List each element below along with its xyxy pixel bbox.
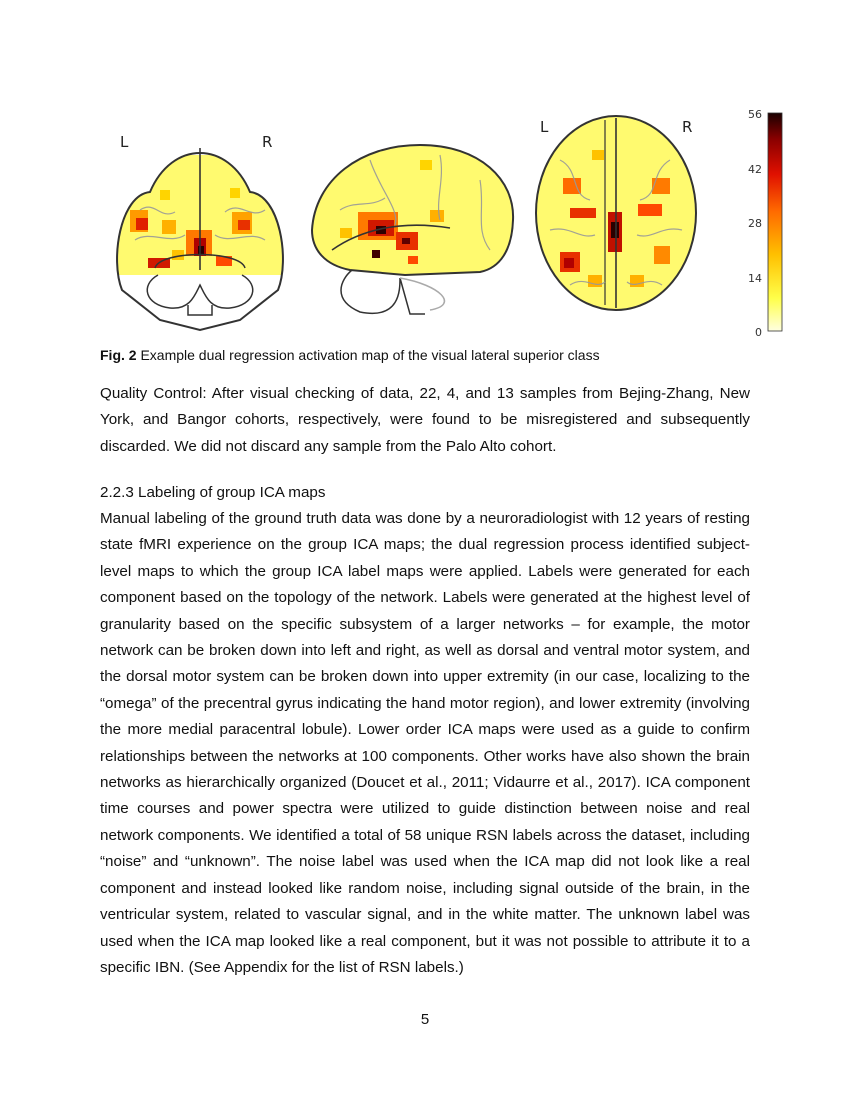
activation-map-figure [100,100,800,340]
coronal-right-label: R [262,133,273,151]
figure-caption [100,346,750,364]
colorbar-tick: 56 [748,108,762,121]
labeling-paragraph: Manual labeling of the ground truth data was done by a neuroradiologist with 12 years of resting state fMRI experience on the group ICA maps; the dual regression process identified subject-level maps to which the group ICA label maps were applied. Labels were generated for each component based on the topology of the network. Labels were generated at the highest level of granularity based on the specific subsystem of a larger networks – for example, the motor network can be broken down into left and right, as well as dorsal and ventral motor system, and the dorsal motor system can be broken down into upper extremity (in our case, localizing to the “omega” of the precentral gyrus indicating the hand motor region), and lower extremity (involving the more medial paracentral lobule). Lower order ICA maps were used as a guide to confirm relationships between the networks at 100 components. Other works have also shown the brain networks as hierarchically organized (Doucet et al., 2011; Vidaurre et al., 2017). ICA component time courses and power spectra were utilized to guide distinction between noise and real network components. We identified a total of 58 unique RSN labels across the dataset, including “noise” and “unknown”. The noise label was used when the ICA map did not look like a real component and instead looked like random noise, including signal outside of the brain, in the ventricular system, related to vascular signal, and in the white matter. The unknown label was used when the ICA map looked like a real component, but it was not possible to attribute it to a specific IBN. (See Appendix for the list of RSN labels.) [100,510,750,976]
brain-views-svg [100,100,800,340]
coronal-view [110,133,290,330]
axial-left-label: L [540,118,549,136]
section-heading: 2.2.3 Labeling of group ICA maps [100,484,326,501]
coronal-left-label: L [120,133,129,151]
page-number: 5 [420,1011,430,1028]
axial-view [530,110,705,320]
figure-caption-text: Example dual regression activation map of the visual lateral superior class [136,347,600,363]
figure-caption-label: Fig. 2 [100,347,137,363]
colorbar-tick: 28 [748,217,762,230]
colorbar [748,108,782,339]
axial-right-label: R [682,118,693,136]
colorbar-tick: 0 [755,326,762,339]
sagittal-view [305,140,520,314]
colorbar-tick: 42 [748,163,762,176]
colorbar-tick: 14 [748,272,762,285]
quality-control-paragraph: Quality Control: After visual checking of data, 22, 4, and 13 samples from Bejing-Zhang, New York, and Bangor cohorts, respectively, were found to be misregistered and subsequently discarded. We did not discard any sample from the Palo Alto cohort. [100,385,750,455]
